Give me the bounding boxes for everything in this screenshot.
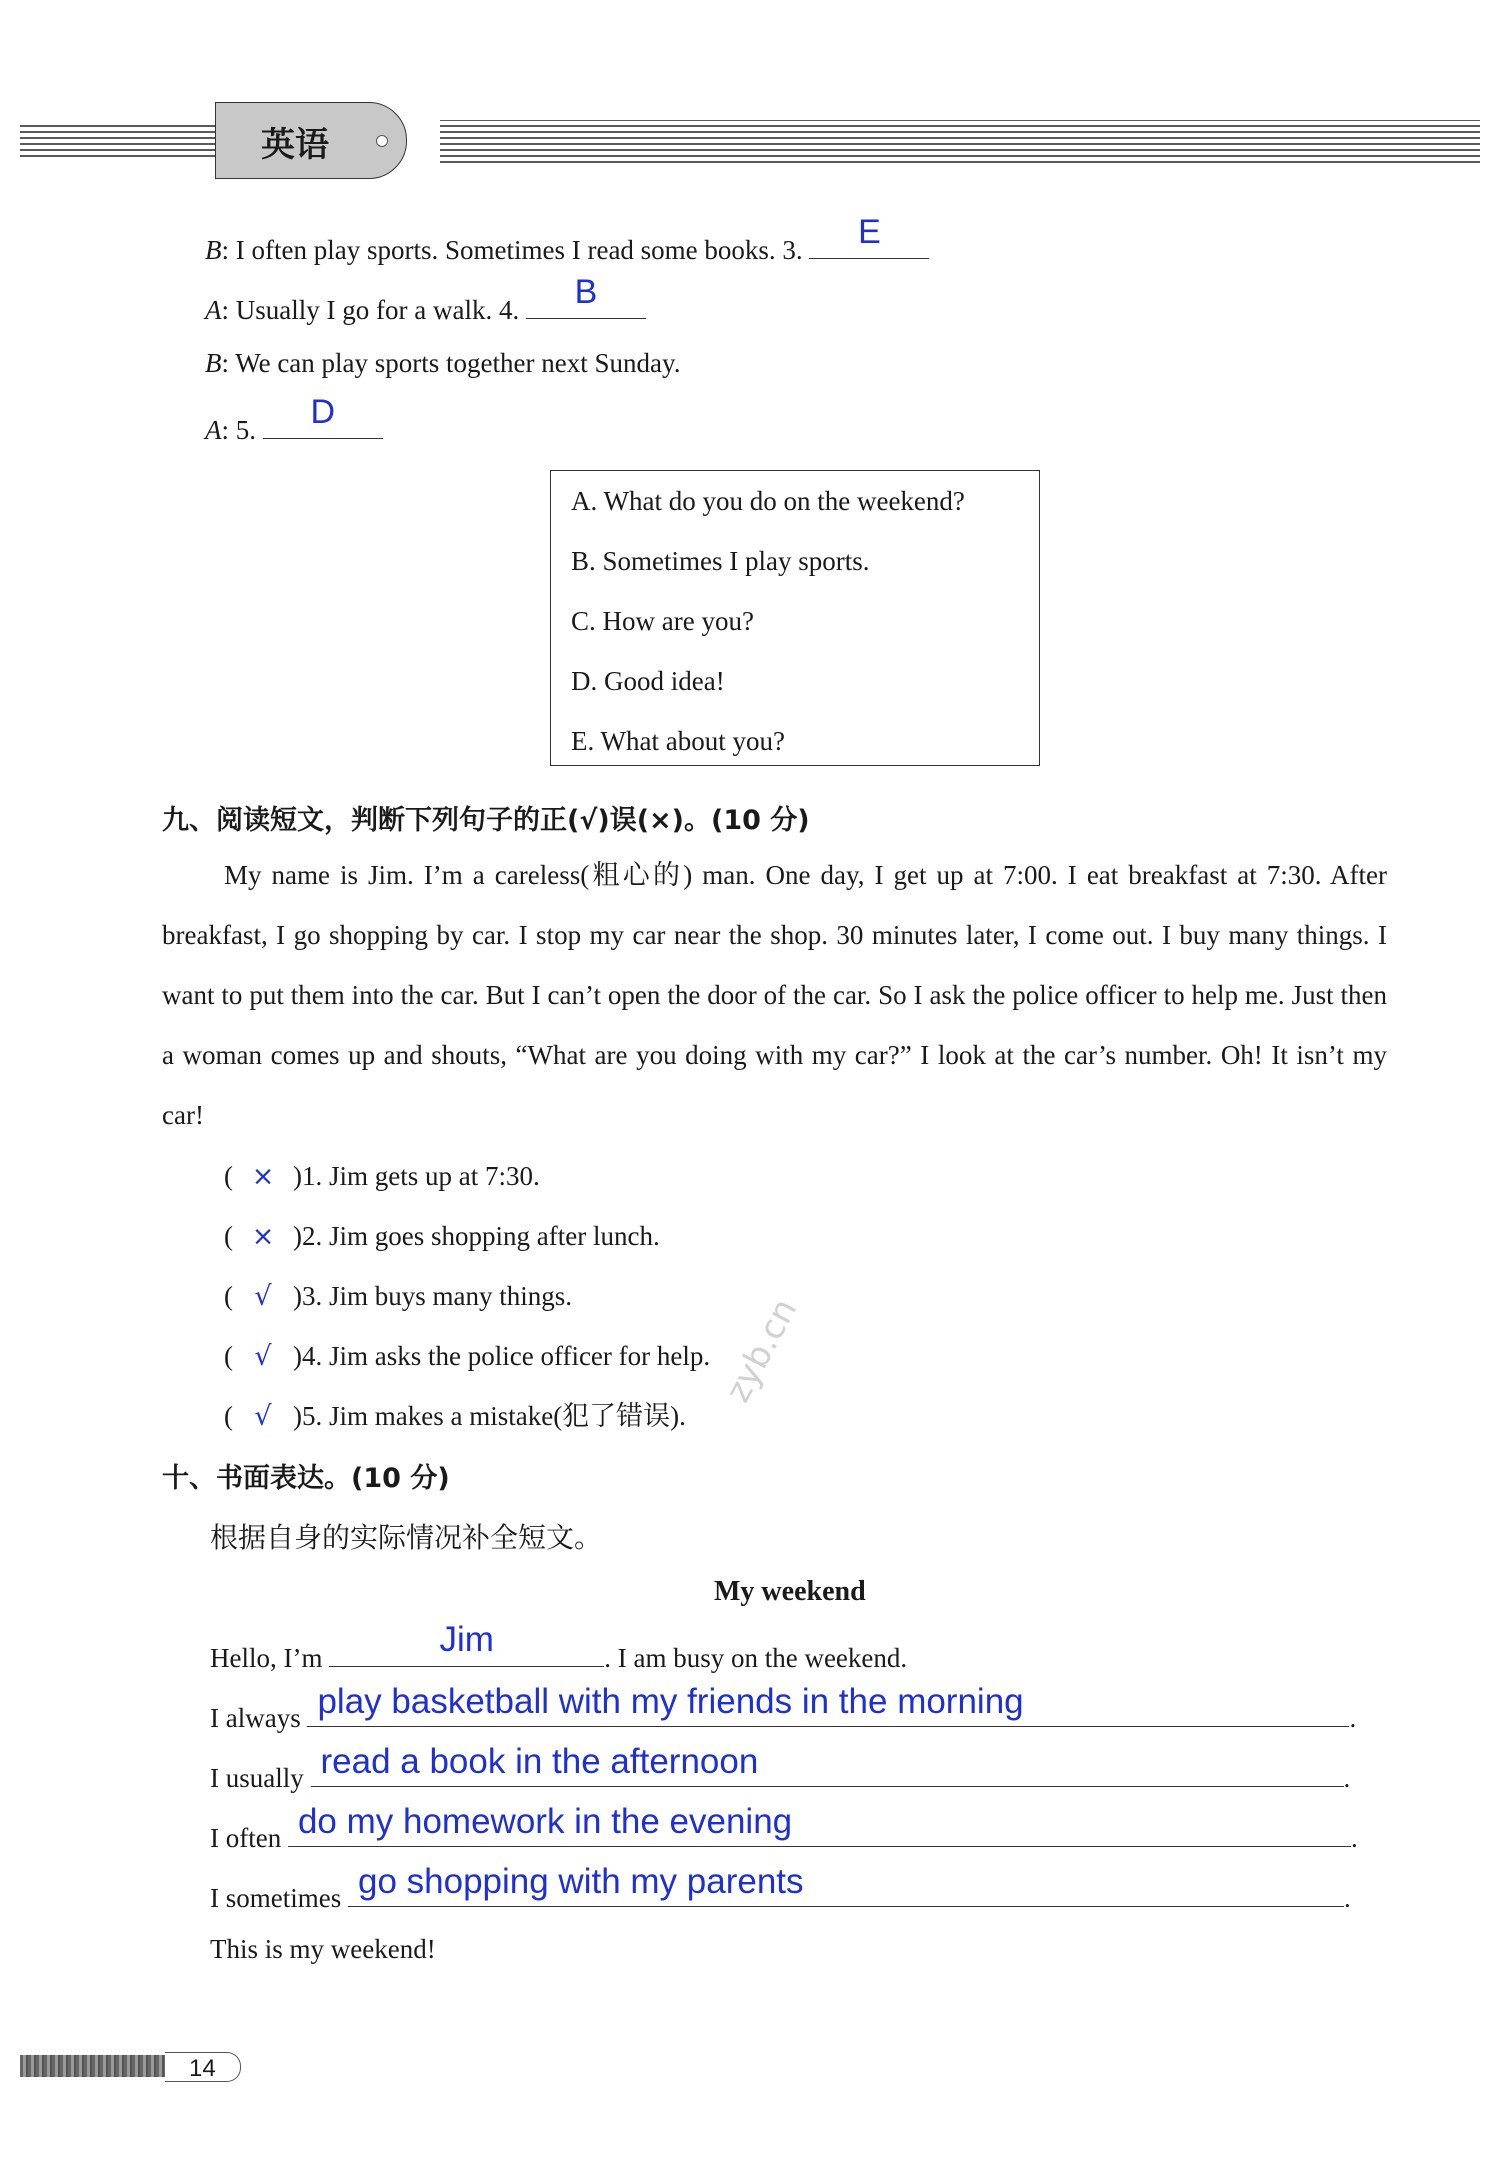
options-box	[550, 470, 1040, 766]
subject-tab	[215, 102, 407, 179]
option-c: C. How are you?	[571, 606, 754, 636]
judge-text-1: )1. Jim gets up at 7:30.	[293, 1161, 540, 1191]
open-paren: (	[224, 1401, 233, 1431]
speaker: B	[205, 348, 222, 378]
subject-label: 英语	[261, 125, 329, 165]
option-a: A. What do you do on the weekend?	[571, 486, 965, 516]
speaker: A	[205, 295, 222, 325]
open-paren: (	[224, 1281, 233, 1311]
option-b: B. Sometimes I play sports.	[571, 546, 870, 576]
watermark: zyb.cn	[718, 1292, 806, 1409]
period: .	[1343, 1763, 1351, 1793]
dialogue-text: Usually I go for a walk. 4.	[235, 295, 520, 325]
footer-bar	[20, 2055, 170, 2077]
speaker: B	[205, 235, 222, 265]
essay-line-1	[210, 1620, 908, 1674]
answer-4: B	[574, 273, 598, 311]
prefix-often: I often	[210, 1823, 282, 1853]
judge-text-4: )4. Jim asks the police officer for help.	[293, 1341, 711, 1371]
judge-mark-2[interactable]: ×	[251, 1221, 275, 1252]
prefix-always: I always	[210, 1703, 301, 1733]
essay-line-1-pre: Hello, I’m	[210, 1643, 323, 1673]
answer-blank-5[interactable]	[263, 393, 383, 439]
period: .	[1343, 1883, 1351, 1913]
period: .	[1350, 1823, 1358, 1853]
open-paren: (	[224, 1341, 233, 1371]
open-paren: (	[224, 1221, 233, 1251]
section9-title: 九、阅读短文，判断下列句子的正(√)误(×)。(10 分)	[162, 805, 810, 836]
answer-blank-3[interactable]	[809, 213, 929, 259]
page-number: 14	[189, 2055, 216, 2082]
essay-line-usually	[210, 1742, 1351, 1794]
dialogue-line-2: A: Usually I go for a walk. 4. B	[205, 288, 646, 326]
answer-3: E	[858, 213, 881, 251]
option-d: D. Good idea!	[571, 666, 725, 696]
prefix-usually: I usually	[210, 1763, 304, 1793]
essay-line-sometimes	[210, 1862, 1351, 1914]
speaker: A	[205, 415, 222, 445]
judge-text-2: )2. Jim goes shopping after lunch.	[293, 1221, 660, 1251]
judge-mark-1[interactable]: ×	[251, 1161, 275, 1192]
dialogue-line-4: A: 5. D	[205, 408, 383, 446]
dialogue-line-3: B: We can play sports together next Sunday.	[205, 348, 681, 378]
always-blank[interactable]	[307, 1682, 1349, 1727]
page-number-tab	[165, 2052, 241, 2082]
judge-list	[224, 1146, 710, 1446]
often-blank[interactable]	[288, 1802, 1351, 1847]
usually-answer: read a book in the afternoon	[320, 1742, 759, 1781]
option-e: E. What about you?	[571, 726, 785, 756]
section10-instruction: 根据自身的实际情况补全短文。	[210, 1521, 603, 1554]
judge-mark-3[interactable]: √	[254, 1281, 272, 1312]
judge-text-3: )3. Jim buys many things.	[293, 1281, 573, 1311]
essay-closing: This is my weekend!	[210, 1934, 436, 1964]
essay-line-often	[210, 1802, 1358, 1854]
name-blank[interactable]	[329, 1620, 604, 1667]
judge-item-1	[224, 1146, 710, 1206]
often-answer: do my homework in the evening	[297, 1802, 793, 1841]
judge-item-5	[224, 1386, 710, 1446]
period: .	[1349, 1703, 1357, 1733]
judge-mark-5[interactable]: √	[254, 1401, 272, 1432]
judge-text-5: )5. Jim makes a mistake(犯了错误).	[293, 1401, 686, 1431]
usually-blank[interactable]	[311, 1742, 1344, 1787]
dialogue-text: 5.	[235, 415, 257, 445]
essay-title: My weekend	[714, 1576, 866, 1607]
always-answer: play basketball with my friends in the morning	[317, 1682, 1024, 1721]
answer-blank-4[interactable]	[526, 273, 646, 319]
judge-item-4	[224, 1326, 710, 1386]
dialogue-line-1: B: I often play sports. Sometimes I read some books. 3. E	[205, 228, 929, 266]
section10-title: 十、书面表达。(10 分)	[162, 1463, 450, 1494]
name-answer: Jim	[439, 1620, 494, 1659]
sometimes-answer: go shopping with my parents	[357, 1862, 804, 1901]
sometimes-blank[interactable]	[348, 1862, 1344, 1907]
judge-item-2	[224, 1206, 710, 1266]
judge-item-3	[224, 1266, 710, 1326]
judge-mark-4[interactable]: √	[254, 1341, 272, 1372]
open-paren: (	[224, 1161, 233, 1191]
answer-5: D	[310, 393, 336, 431]
dialogue-text: We can play sports together next Sunday.	[235, 348, 681, 378]
dialogue-text: I often play sports. Sometimes I read some books. 3.	[235, 235, 803, 265]
prefix-sometimes: I sometimes	[210, 1883, 342, 1913]
essay-line-1-post: . I am busy on the weekend.	[604, 1643, 908, 1673]
tab-dot	[376, 135, 388, 147]
essay-line-always	[210, 1682, 1357, 1734]
section9-passage: My name is Jim. I’m a careless(粗心的) man. One day, I get up at 7:00. I eat breakfast at 7:30. After breakfast, I go shopping by car. I stop my car near the shop. 30 minutes later, I come out. I buy many things. I want to put them into the car. But I can’t open the door of the car. So I ask the police officer to help me. Just then a woman comes up and shouts, “What are you doing with my car?” I look at the car’s number. Oh! It isn’t my car!	[162, 860, 1387, 1130]
